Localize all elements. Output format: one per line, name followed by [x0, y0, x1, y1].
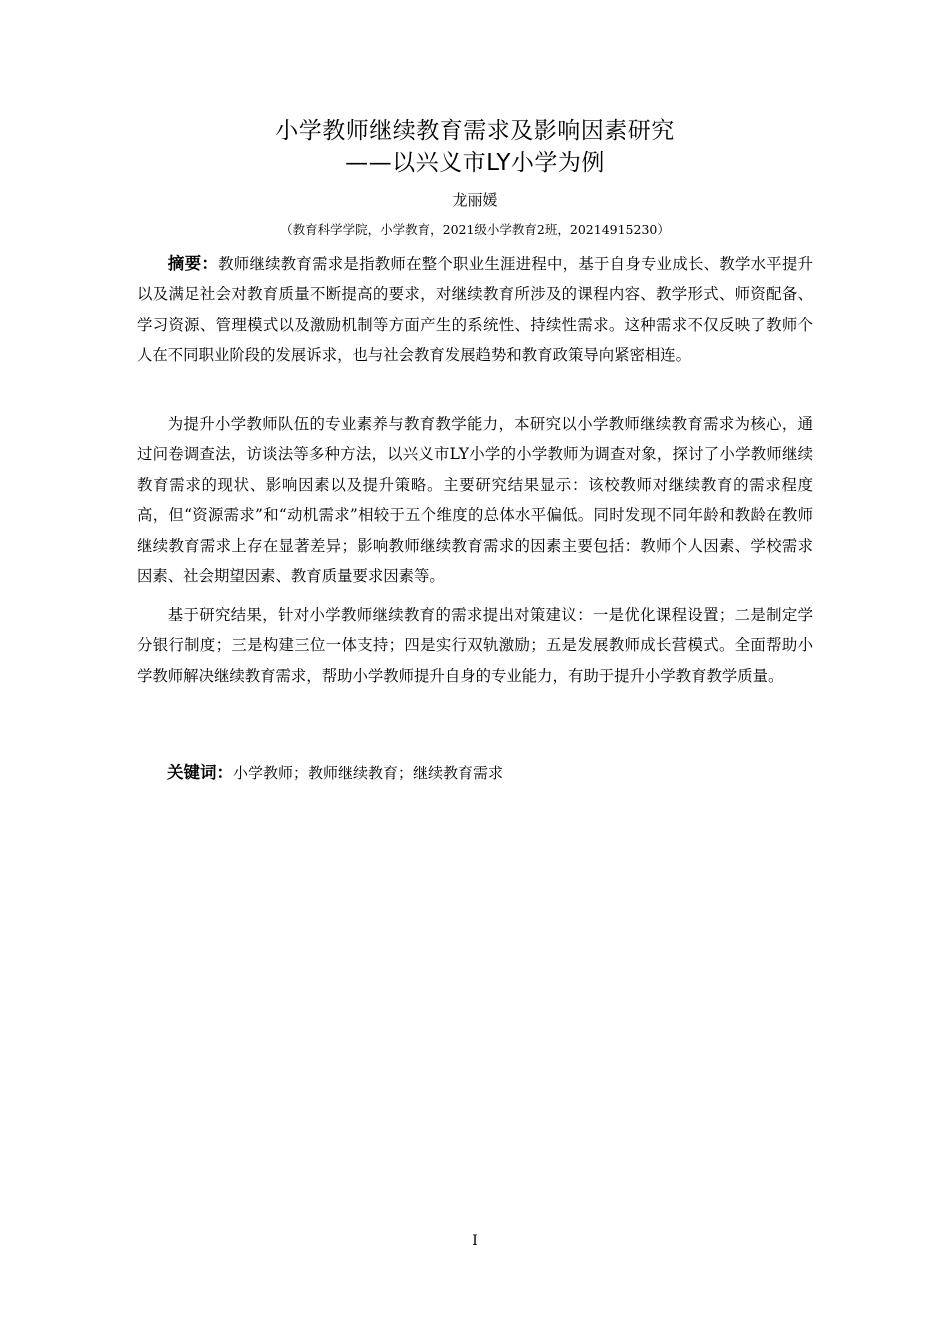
author-name: 龙丽媛	[452, 191, 498, 209]
keywords-text: 小学教师；教师继续教育；继续教育需求	[233, 764, 504, 782]
paper-title: 小学教师继续教育需求及影响因素研究	[275, 118, 675, 144]
page-number: I	[472, 1233, 478, 1249]
abstract-paragraph-3: 基于研究结果，针对小学教师继续教育的需求提出对策建议：一是优化课程设置；二是制定学分银行制度；三是构建三位一体支持；四是实行双轨激励；五是发展教师成长营模式。全面帮助小学教师解决继续教育需求，帮助小学教师提升自身的专业能力，有助于提升小学教育教学质量。	[137, 606, 813, 685]
keywords-section	[137, 759, 813, 787]
author-affiliation: （教育科学学院，小学教育，2021级小学教育2班，20214915230）	[280, 222, 670, 237]
abstract-section	[137, 249, 813, 371]
paper-subtitle: ——以兴义市LY小学为例	[345, 150, 605, 176]
abstract-paragraph-1	[137, 249, 813, 371]
abstract-label: 摘要：	[167, 254, 219, 273]
abstract-section-2	[137, 409, 813, 591]
abstract-paragraph-2: 为提升小学教师队伍的专业素养与教育教学能力，本研究以小学教师继续教育需求为核心，通过问卷调查法，访谈法等多种方法，以兴义市LY小学的小学教师为调查对象，探讨了小学教师继续教育需求的现状、影响因素以及提升策略。主要研究结果显示：该校教师对继续教育的需求程度高，但“资源需求”和“动机需求”相较于五个维度的总体水平偏低。同时发现不同年龄和教龄在教师继续教育需求上存在显著差异；影响教师继续教育需求的因素主要包括：教师个人因素、学校需求因素、社会期望因素、教育质量要求因素等。	[137, 415, 813, 586]
abstract-section-3	[137, 600, 813, 691]
keywords-label: 关键词：	[167, 763, 233, 782]
abstract-paragraph-1-text: 教师继续教育需求是指教师在整个职业生涯进程中，基于自身专业成长、教学水平提升以及满足社会对教育质量不断提高的要求，对继续教育所涉及的课程内容、教学形式、师资配备、学习资源、管理模式以及激励机制等方面产生的系统性、持续性需求。这种需求不仅反映了教师个人在不同职业阶段的发展诉求，也与社会教育发展趋势和教育政策导向紧密相连。	[137, 255, 813, 365]
keywords-line	[137, 759, 813, 787]
